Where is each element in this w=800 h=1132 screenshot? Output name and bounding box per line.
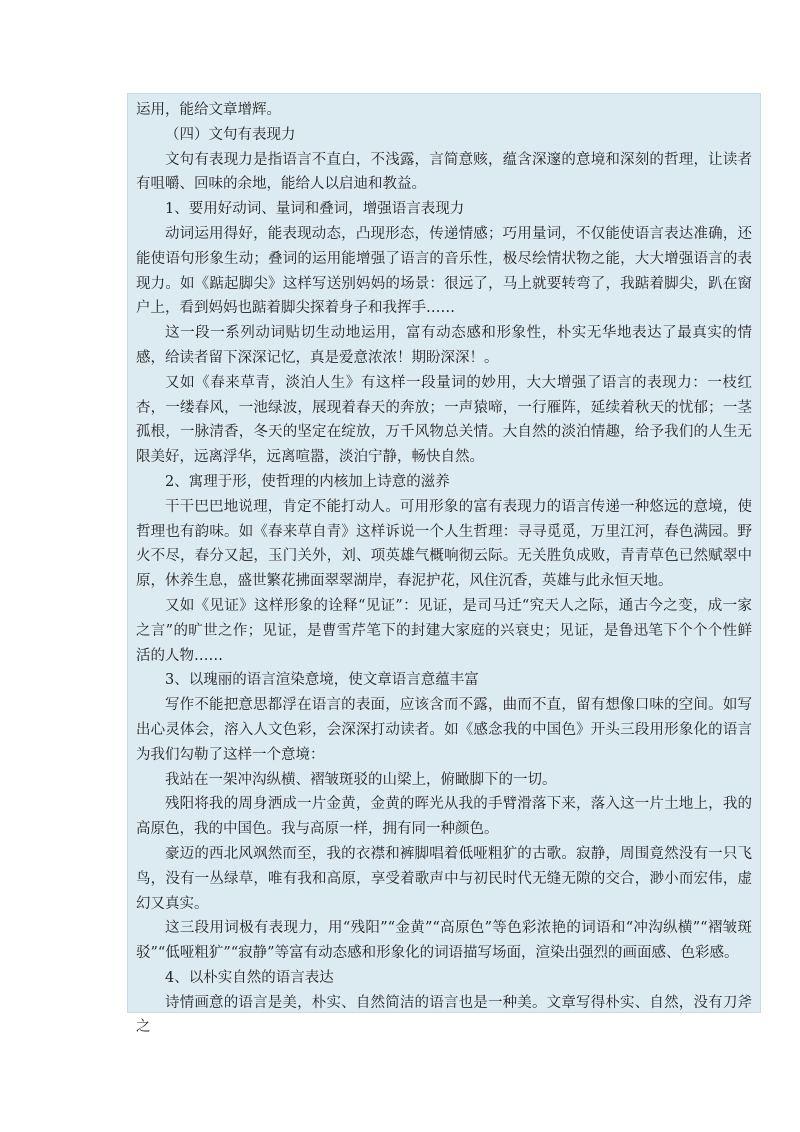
paragraph: 豪迈的西北风飒然而至，我的衣襟和裤脚唱着低哑粗犷的古歌。寂静，周围竟然没有一只飞鸟，没有一丛绿草，唯有我和高原，享受着歌声中与初民时代无缝无隙的交合，渺小而宏伟，虚幻又真实。 xyxy=(136,845,752,912)
paragraph: 动词运用得好，能表现动态，凸现形态，传递情感；巧用量词，不仅能使语言表达准确，还能使语句形象生动；叠词的运用能增强了语言的音乐性，极尽绘情状物之能，大大增强语言的表现力。如《踮起脚尖》这样写送别妈妈的场景：很远了，马上就要转弯了，我踮着脚尖，趴在窗户上，看到妈妈也踮着脚尖探着身子和我挥手…… xyxy=(136,225,752,317)
paragraph: 又如《春来草青，淡泊人生》有这样一段量词的妙用，大大增强了语言的表现力：一枝红杏，一缕春风，一池绿波，展现着春天的奔放；一声猿啼，一行雁阵，延续着秋天的忧郁；一茎孤根，一脉清香，冬天的坚定在绽放，万千风物总关情。大自然的淡泊情趣，给予我们的人生无限美好，远离浮华，远离喧嚣，淡泊宁静，畅快自然。 xyxy=(136,374,752,466)
paragraph: 文句有表现力是指语言不直白，不浅露，言简意赅，蕴含深邃的意境和深刻的哲理，让读者有咀嚼、回味的余地，能给人以启迪和教益。 xyxy=(136,151,752,193)
paragraph: 4、以朴实自然的语言表达 xyxy=(165,969,334,986)
paragraph: 干干巴巴地说理，肯定不能打动人。可用形象的富有表现力的语言传递一种悠远的意境，使哲理也有韵味。如《春来草自青》这样诉说一个人生哲理：寻寻觅觅，万里江河，春色满园。野火不尽，春分又起，玉门关外，刘、项英雄气概响彻云际。无关胜负成败，青青草色已然赋翠中原，休养生息，盛世繁花拂面翠翠湖岸，春泥护花，风住沉香，英雄与此永恒天地。 xyxy=(136,498,752,590)
paragraph: 2、寓理于形，使哲理的内核加上诗意的滋养 xyxy=(165,473,450,490)
paragraph: 1、要用好动词、量词和叠词，增强语言表现力 xyxy=(165,201,465,218)
paragraph: 这三段用词极有表现力，用“残阳”“金黄”“高原色”等色彩浓艳的词语和“冲沟纵横”“褶皱斑驳”“低哑粗犷”“寂静”等富有动态感和形象化的词语描写场面，渲染出强烈的画面感、色彩感。 xyxy=(136,920,752,962)
paragraph: （四）文句有表现力 xyxy=(165,126,296,143)
paragraph: 3、以瑰丽的语言渲染意境，使文章语言意蕴丰富 xyxy=(165,672,479,689)
paragraph: 运用，能给文章增辉。 xyxy=(136,102,281,118)
paragraph: 又如《见证》这样形象的诠释“见证”：见证，是司马迁“究天人之际，通古今之变，成一家之言”的旷世之作；见证，是曹雪芹笔下的封建大家庭的兴衰史；见证，是鲁迅笔下个个个性鲜活的人物…… xyxy=(136,597,752,664)
paragraph: 这一段一系列动词贴切生动地运用，富有动态感和形象性，朴实无华地表达了最真实的情感，给读者留下深深记忆，真是爱意浓浓！期盼深深！。 xyxy=(136,325,752,366)
paragraph: 残阳将我的周身洒成一片金黄，金黄的晖光从我的手臂滑落下来，落入这一片土地上，我的高原色，我的中国色。我与高原一样，拥有同一种颜色。 xyxy=(136,796,752,838)
paragraph: 我站在一架冲沟纵横、褶皱斑驳的山梁上，俯瞰脚下的一切。 xyxy=(165,771,557,788)
text-panel xyxy=(127,93,761,1036)
paragraph: 写作不能把意思都浮在语言的表面，应该含而不露，曲而不直，留有想像口味的空间。如写出心灵体会，溶入人文色彩，会深深打动读者。如《感念我的中国色》开头三段用形象化的语言为我们勾勒了这样一个意境： xyxy=(136,697,752,763)
paragraph: 诗情画意的语言是美，朴实、自然简洁的语言也是一种美。文章写得朴实、自然，没有刀斧之 xyxy=(136,994,752,1036)
